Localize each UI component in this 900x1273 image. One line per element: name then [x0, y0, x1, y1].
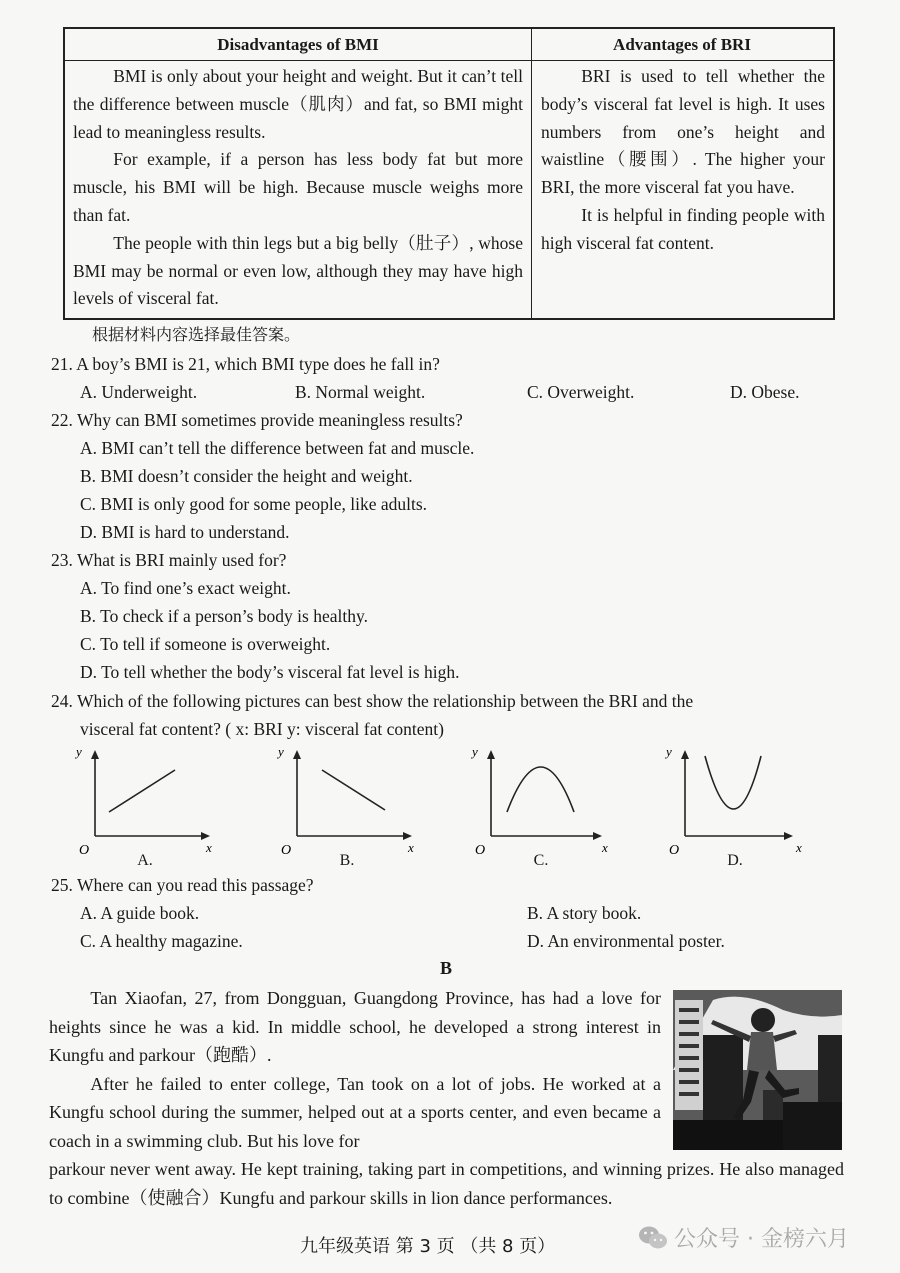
parkour-photo — [673, 990, 842, 1150]
question-number: 24. — [51, 691, 73, 711]
question-24 — [51, 687, 693, 715]
graph-upward-parabola — [660, 744, 810, 854]
question-23 — [51, 546, 286, 574]
passage-paragraph-continued: parkour never went away. He kept training, taking part in competitions, and winning prizes. He also managed to combine（使融合）Kungfu and parkour skills in lion dance performances. — [49, 1159, 844, 1208]
svg-text:y: y — [666, 744, 672, 759]
option-21a[interactable]: A. Underweight. — [80, 382, 198, 402]
question-text: What is BRI mainly used for? — [76, 550, 287, 570]
graph-option-b[interactable] — [272, 744, 422, 874]
watermark-text: 公众号 · 金榜六月 — [674, 1227, 849, 1252]
graph-label: D. — [727, 852, 743, 869]
graph-option-c[interactable] — [466, 744, 616, 874]
svg-text:O: O — [79, 843, 90, 854]
bmi-paragraph: The people with thin legs but a big belly（肚子）, whose BMI may be normal or even low, although they may have high levels of visceral fat. — [73, 232, 523, 309]
option-25a[interactable]: A. A guide book. — [80, 903, 200, 923]
option-25d[interactable]: D. An environmental poster. — [527, 931, 725, 951]
passage-paragraph: Tan Xiaofan, 27, from Dongguan, Guangdong Province, has had a love for heights since he was a kid. In middle school, he developed a strong interest in Kungfu and parkour（跑酷）. — [49, 988, 661, 1065]
passage-paragraph: After he failed to enter college, Tan took on a lot of jobs. He worked at a Kungfu school during the summer, helped out at a sports center, and even became a coach in a swimming club. But his love for — [49, 1073, 661, 1151]
question-text: A boy’s BMI is 21, which BMI type does he fall in? — [76, 354, 440, 374]
page-footer: 九年级英语 第 3 页 （共 8 页） — [300, 1236, 556, 1257]
svg-text:y: y — [278, 744, 284, 759]
table-cell-bri — [541, 63, 825, 258]
graph-option-d[interactable] — [660, 744, 810, 874]
question-22 — [51, 406, 463, 434]
section-b-text-wrapped — [49, 984, 661, 1155]
instruction: 根据材料内容选择最佳答案。 — [92, 325, 301, 344]
table-header-bmi: Disadvantages of BMI — [65, 29, 531, 61]
bri-paragraph: It is helpful in finding people with high visceral fat content. — [541, 204, 825, 253]
graph-label: A. — [137, 852, 153, 869]
watermark — [638, 1222, 849, 1253]
graph-option-a[interactable] — [70, 744, 220, 874]
svg-text:x: x — [796, 840, 802, 854]
comparison-table — [63, 27, 835, 320]
option-22b[interactable]: B. BMI doesn’t consider the height and weight. — [80, 466, 413, 486]
question-text: Which of the following pictures can best show the relationship between the BRI and the — [76, 691, 694, 711]
svg-text:O: O — [475, 843, 486, 854]
question-number: 22. — [51, 410, 73, 430]
graph-decreasing-line — [272, 744, 422, 854]
svg-text:y: y — [76, 744, 82, 759]
question-text: Why can BMI sometimes provide meaningless results? — [76, 410, 463, 430]
svg-text:y: y — [472, 744, 478, 759]
parkour-image — [673, 990, 842, 1150]
option-23d[interactable]: D. To tell whether the body’s visceral fat level is high. — [80, 662, 460, 682]
graph-label: C. — [533, 852, 549, 869]
option-23a[interactable]: A. To find one’s exact weight. — [80, 578, 291, 598]
svg-text:x: x — [602, 840, 608, 854]
section-b-text-full — [49, 1155, 844, 1212]
bmi-paragraph: BMI is only about your height and weight. But it can’t tell the difference between muscle（肌肉）and fat, so BMI might lead to meaningless results. — [73, 66, 523, 142]
option-25c[interactable]: C. A healthy magazine. — [80, 931, 243, 951]
wechat-icon — [638, 1225, 668, 1251]
question-text: Where can you read this passage? — [76, 875, 314, 895]
graph-label: B. — [339, 852, 355, 869]
svg-text:x: x — [206, 840, 212, 854]
svg-text:O: O — [281, 843, 292, 854]
question-25 — [51, 871, 314, 899]
question-number: 21. — [51, 354, 73, 374]
option-22a[interactable]: A. BMI can’t tell the difference between fat and muscle. — [80, 438, 475, 458]
table-cell-bmi — [73, 63, 523, 313]
section-b-title: B — [440, 958, 453, 978]
option-23c[interactable]: C. To tell if someone is overweight. — [80, 634, 331, 654]
table-header-bri: Advantages of BRI — [531, 29, 833, 61]
svg-text:O: O — [669, 843, 680, 854]
question-number: 25. — [51, 875, 73, 895]
option-21b[interactable]: B. Normal weight. — [295, 382, 426, 402]
option-22c[interactable]: C. BMI is only good for some people, like adults. — [80, 494, 428, 514]
question-number: 23. — [51, 550, 73, 570]
option-21d[interactable]: D. Obese. — [730, 382, 800, 402]
svg-text:x: x — [408, 840, 414, 854]
bmi-paragraph: For example, if a person has less body fat but more muscle, his BMI will be high. Because muscle weighs more than fat. — [73, 149, 523, 225]
bri-paragraph: BRI is used to tell whether the body’s visceral fat level is high. It uses numbers from one’s height and waistline（腰围）. The higher your BRI, the more visceral fat you have. — [541, 66, 825, 198]
question-21 — [51, 350, 440, 378]
option-21c[interactable]: C. Overweight. — [527, 382, 635, 402]
option-25b[interactable]: B. A story book. — [527, 903, 642, 923]
graph-downward-parabola — [466, 744, 616, 854]
table-divider — [531, 29, 532, 318]
option-23b[interactable]: B. To check if a person’s body is healthy. — [80, 606, 368, 626]
graph-increasing-line — [70, 744, 220, 854]
option-22d[interactable]: D. BMI is hard to understand. — [80, 522, 290, 542]
question-24-line2: visceral fat content? ( x: BRI y: visceral fat content) — [80, 719, 444, 739]
